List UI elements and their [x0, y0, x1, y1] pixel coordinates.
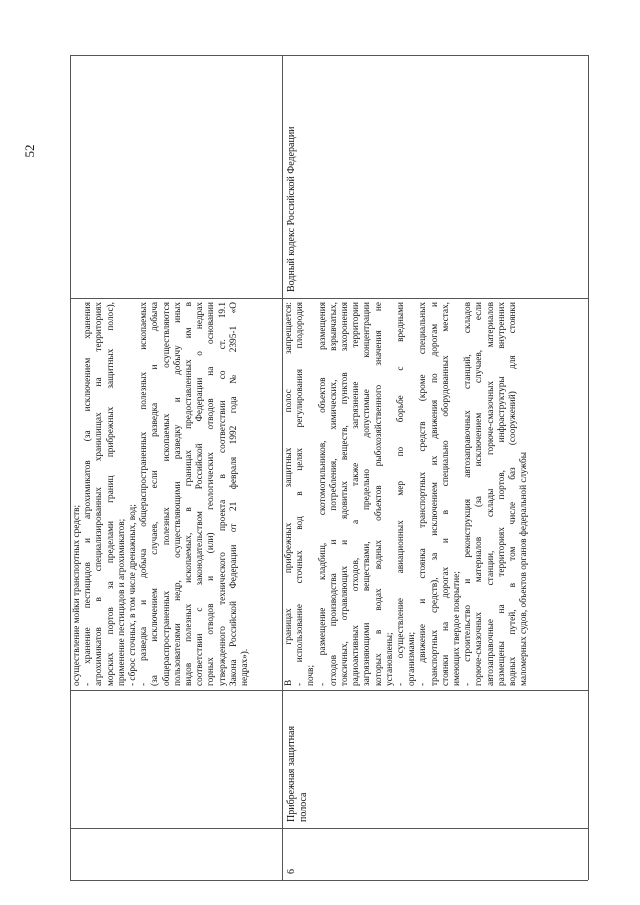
text-line: - размещение кладбищ, скотомогильников, объектов размещения [317, 302, 328, 686]
text-line: - сброс сточных, в том числе дренажных, вод; [128, 504, 139, 686]
text-line: - хранение пестицидов и агрохимикатов (за исключением хранения [83, 302, 94, 686]
text-line: Закона Российской Федерации от 21 февраля 1992 года № 2395-1 «О [228, 302, 239, 686]
text-line: водных путей, в том числе баз (сооружений) для стоянки [508, 302, 519, 686]
text-line: общераспространенных полезных ископаемых осуществляются [161, 302, 172, 686]
text-line: пользователями недр, осуществляющими разведку и добычу иных [172, 302, 183, 686]
text-line: применение пестицидов и агрохимикатов; [116, 518, 127, 686]
law-reference [70, 55, 282, 298]
law-reference: Водный кодекс Российской Федерации [286, 126, 297, 292]
text-line: морских портов за пределами границ прибрежных защитных полос), [105, 302, 116, 686]
text-line: имеющих твердое покрытие; [452, 571, 463, 686]
text-line: маломерных судов, объектов органов федеральной службы [519, 452, 530, 686]
text-line: - движение и стоянка транспортных средств (кроме специальных [418, 302, 429, 686]
text-line: отходов производства и потребления, химических, взрывчатых, [328, 302, 339, 686]
text-line: соответствии с законодательством Российской Федерации о недрах [195, 302, 206, 686]
text-line: почв; [306, 664, 317, 686]
page-number: 52 [22, 144, 37, 158]
text-line: радиоактивных отходов, а также загрязнение территории [351, 302, 362, 686]
text-line: загрязняющими веществами, предельно допустимые концентрации [362, 302, 373, 686]
text-line: горных отводов и (или) геологических отводов на основании [206, 302, 217, 686]
table-border [588, 55, 589, 880]
restrictions-text-continued [70, 298, 282, 690]
table-border [70, 880, 588, 881]
text-line: видов полезных ископаемых, в границах предоставленных им в [184, 302, 195, 686]
text-line: - разведка и добыча общераспространенных полезных ископаемых [139, 302, 150, 686]
text-line: организмами; [407, 631, 418, 686]
text-line: (за исключением случаев, если разведка и добыча [150, 302, 161, 686]
text-line: размещены на территориях портов, инфраструктуры внутренних [496, 302, 507, 686]
text-line: - осуществление авиационных мер по борьбе с вредными [396, 302, 407, 686]
text-line: которых в водах водных объектов рыбохозяйственного значения не [373, 302, 384, 686]
row-number: 6 [286, 869, 297, 874]
text-line: - строительство и реконструкция автозаправочных станций, складов [463, 302, 474, 686]
text-line: горюче-смазочных материалов (за исключением случаев, если [474, 302, 485, 686]
text-line: В границах прибрежных защитных полос запрещается: [284, 302, 294, 686]
text-line: агрохимикатов в специализированных хранилищах на территориях [94, 302, 105, 686]
text-line: осуществление мойки транспортных средств; [72, 504, 82, 686]
text-line: стоянки на дорогах и в специально оборудованных местах, [440, 302, 451, 686]
text-line: установлены; [384, 632, 395, 686]
text-line: транспортных средств), за исключением их движения по дорогам и [429, 302, 440, 686]
object-name: Прибрежная защитная полоса [286, 725, 309, 822]
text-line: - использование сточных вод в целях регулирования плодородия [295, 302, 306, 686]
text-line: автозаправочные станции, склады горюче-смазочных материалов [485, 302, 496, 686]
restrictions-text [282, 298, 536, 690]
text-line: недрах»). [240, 648, 251, 686]
row-number [70, 828, 282, 880]
text-line: утвержденного технического проекта в соответствии со ст. 19.1 [217, 302, 228, 686]
object-name [70, 690, 282, 828]
text-line: токсичных, отравляющих и ядовитых веществ, пунктов захоронения [340, 302, 351, 686]
